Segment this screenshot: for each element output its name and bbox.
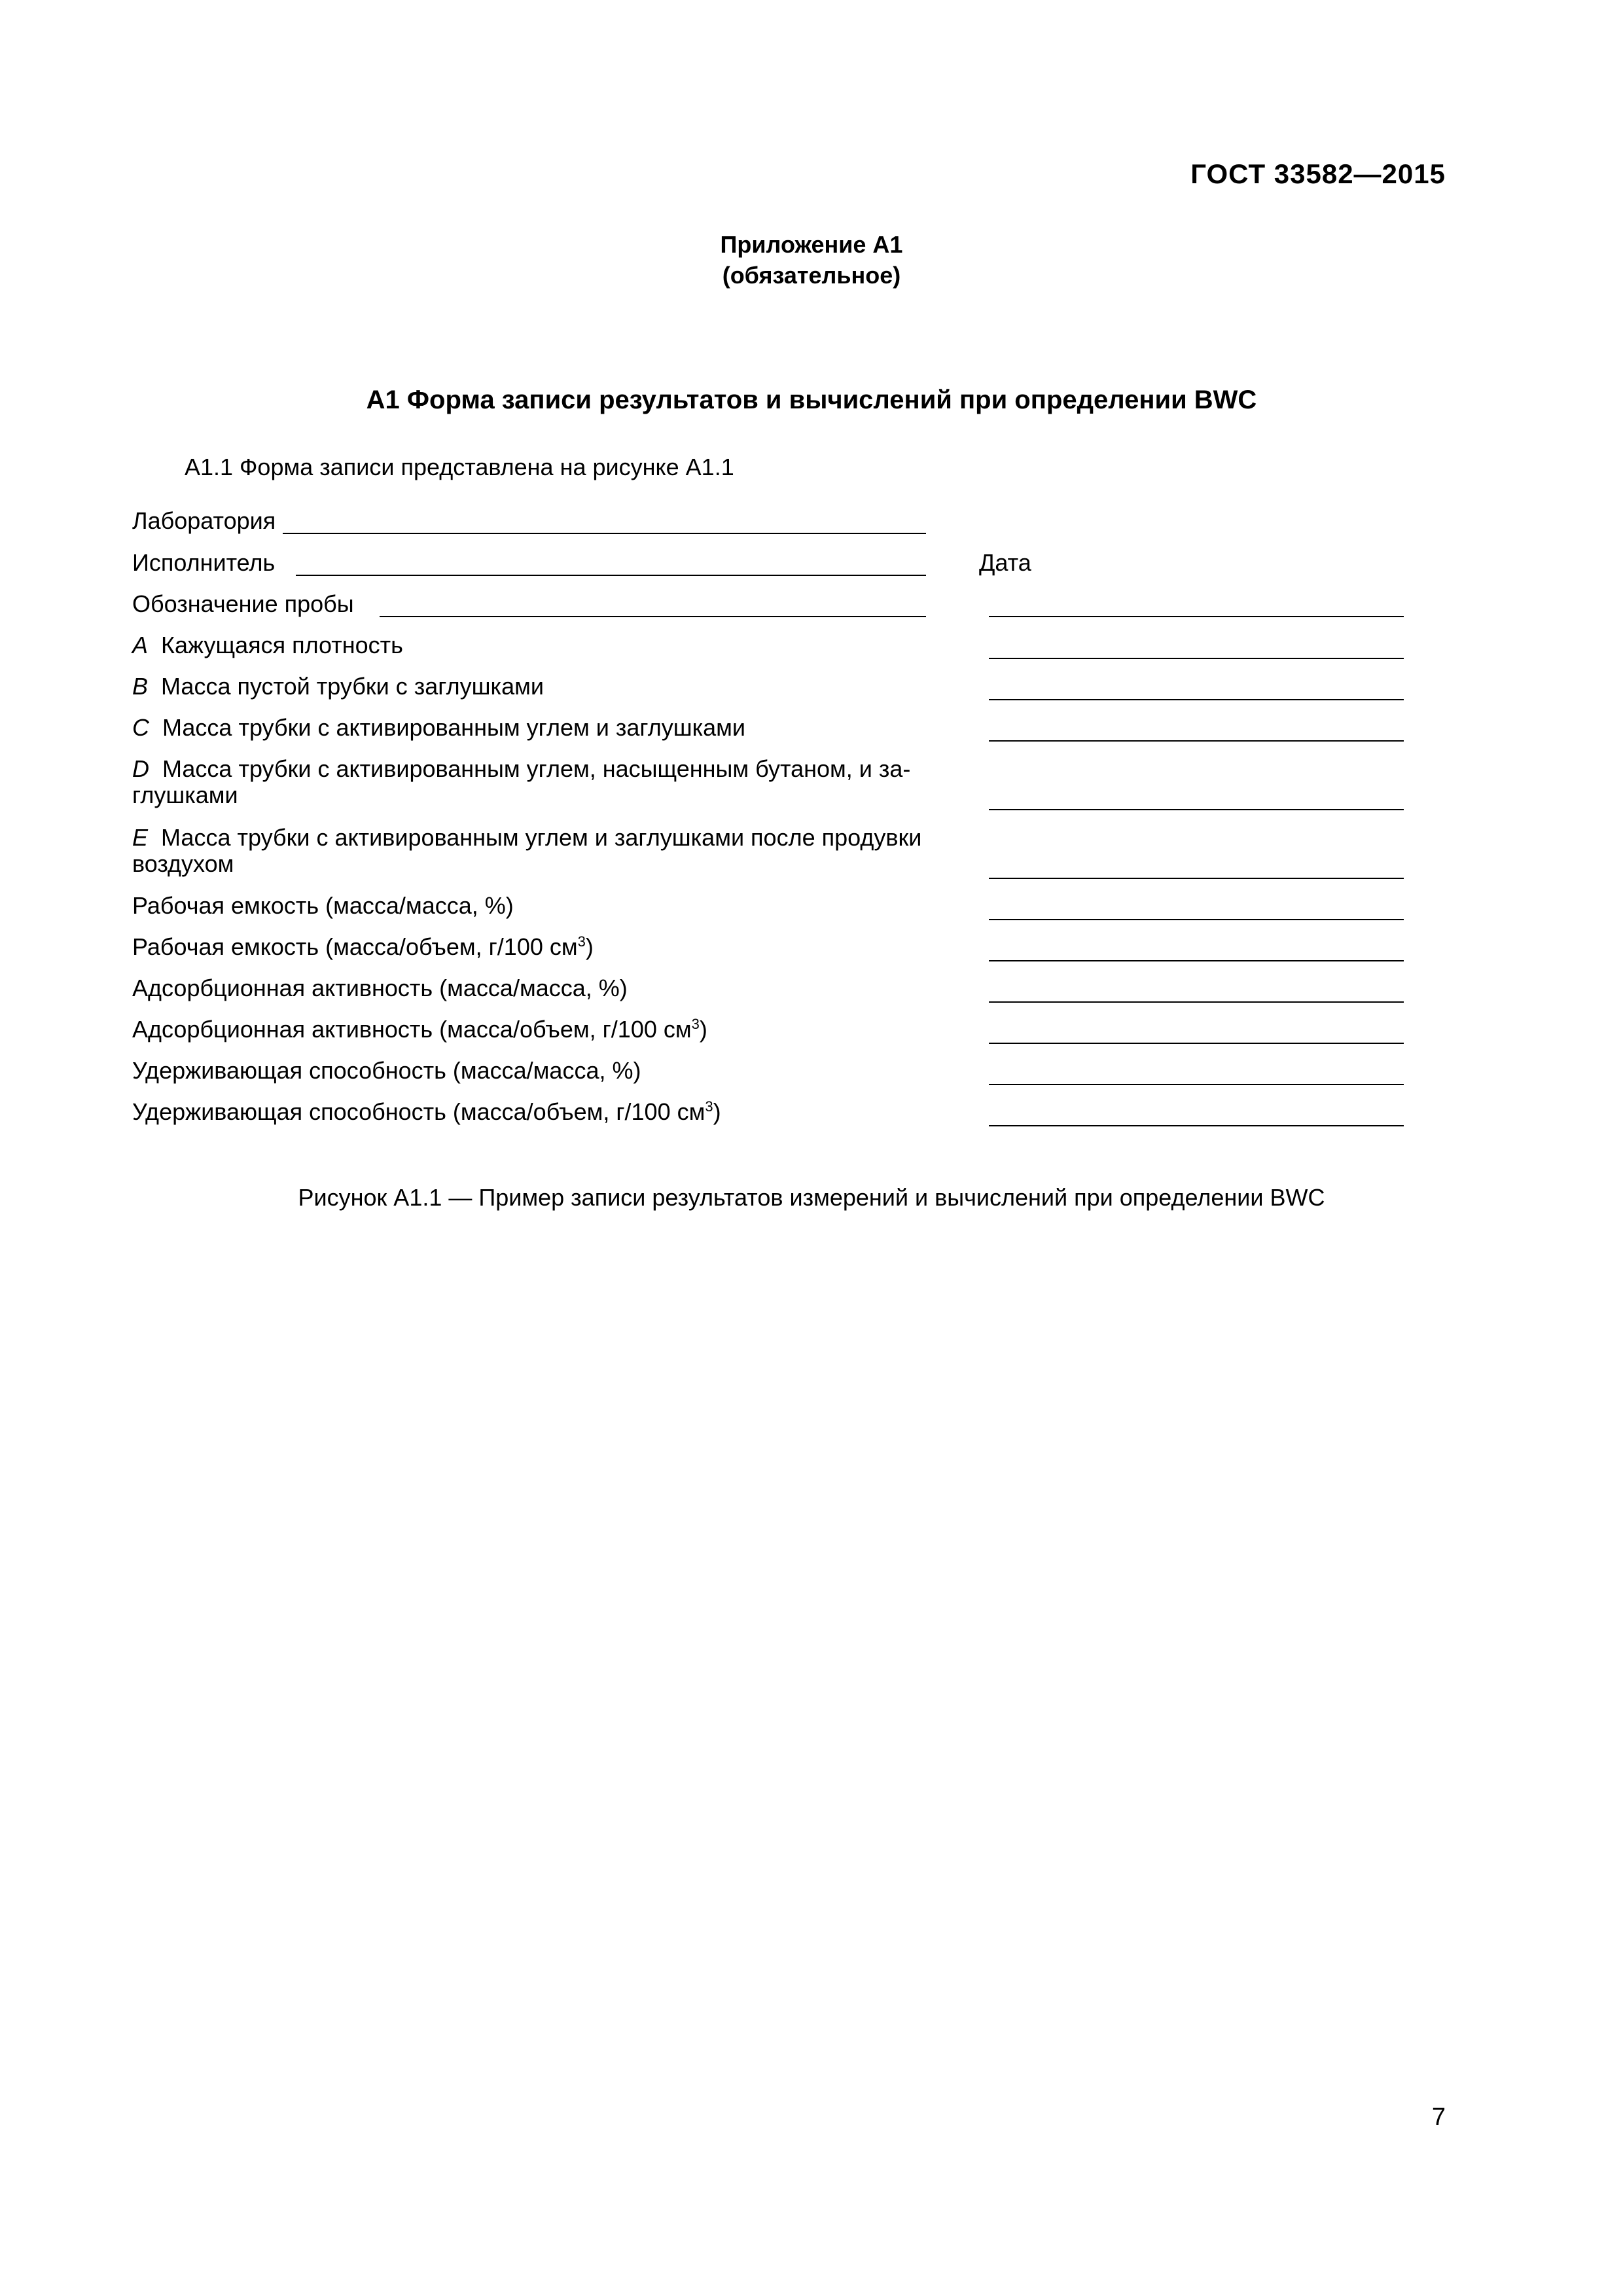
item-letter: E bbox=[132, 824, 149, 851]
adsorption-activity-mass-field[interactable] bbox=[989, 1001, 1404, 1003]
retention-capacity-mass-label bbox=[132, 1056, 641, 1085]
item-a-label bbox=[132, 631, 403, 660]
superscript: 3 bbox=[705, 1098, 713, 1115]
retention-capacity-volume-field[interactable] bbox=[989, 1125, 1404, 1126]
working-capacity-volume-field[interactable] bbox=[989, 960, 1404, 961]
executor-label: Исполнитель bbox=[132, 549, 276, 576]
date-label: Дата bbox=[979, 549, 1031, 576]
section-title: А1 Форма записи результатов и вычислений при определении BWC bbox=[366, 386, 1257, 414]
item-text: Масса пустой трубки с заглушками bbox=[161, 673, 544, 700]
figure-caption: Рисунок А1.1 — Пример записи результатов измерений и вычислений при определении BWC bbox=[298, 1184, 1325, 1211]
appendix-title: Приложение А1 bbox=[720, 231, 903, 258]
item-d-label bbox=[132, 755, 910, 783]
working-capacity-mass-field[interactable] bbox=[989, 919, 1404, 920]
item-text: Масса трубки с активированным углем, насыщенным бутаном, и за- bbox=[162, 755, 911, 782]
result-text: Удерживающая способность (масса/объем, г/100 см bbox=[132, 1098, 705, 1125]
superscript: 3 bbox=[691, 1016, 700, 1032]
adsorption-activity-volume-label bbox=[132, 1015, 707, 1044]
appendix-status: (обязательное) bbox=[722, 262, 901, 289]
item-d-field[interactable] bbox=[989, 809, 1404, 810]
paragraph-a1-1: А1.1 Форма записи представлена на рисунке А1.1 bbox=[185, 454, 734, 480]
item-b-label bbox=[132, 672, 544, 701]
item-d-label-cont: глушками bbox=[132, 781, 238, 808]
retention-capacity-volume-label bbox=[132, 1098, 721, 1126]
item-b-field[interactable] bbox=[989, 699, 1404, 700]
result-text: Рабочая емкость (масса/объем, г/100 см bbox=[132, 933, 578, 960]
sample-label: Обозначение пробы bbox=[132, 590, 354, 617]
item-c-label bbox=[132, 713, 745, 742]
result-text: Удерживающая способность (масса/масса, %) bbox=[132, 1057, 641, 1084]
retention-capacity-mass-field[interactable] bbox=[989, 1084, 1404, 1085]
item-c-field[interactable] bbox=[989, 740, 1404, 742]
page-number: 7 bbox=[1431, 2104, 1446, 2131]
date-field[interactable] bbox=[989, 616, 1404, 617]
sample-field[interactable] bbox=[380, 616, 926, 617]
result-text: Рабочая емкость (масса/масса, %) bbox=[132, 892, 514, 919]
result-text: Адсорбционная активность (масса/объем, г/100 см bbox=[132, 1016, 692, 1043]
working-capacity-mass-label bbox=[132, 891, 514, 920]
item-letter: А bbox=[132, 632, 149, 658]
executor-field[interactable] bbox=[296, 575, 926, 576]
laboratory-field[interactable] bbox=[283, 533, 926, 534]
item-text: Кажущаяся плотность bbox=[161, 632, 403, 658]
superscript: 3 bbox=[577, 933, 586, 950]
result-tail: ) bbox=[585, 933, 594, 960]
item-letter: D bbox=[132, 755, 149, 782]
item-e-label-cont: воздухом bbox=[132, 850, 234, 877]
standard-id: ГОСТ 33582—2015 bbox=[1190, 158, 1446, 189]
item-e-label bbox=[132, 823, 921, 852]
result-text: Адсорбционная активность (масса/масса, %) bbox=[132, 975, 628, 1001]
working-capacity-volume-label bbox=[132, 933, 594, 961]
result-tail: ) bbox=[713, 1098, 721, 1125]
item-text: Масса трубки с активированным углем и заглушками bbox=[162, 714, 746, 741]
adsorption-activity-volume-field[interactable] bbox=[989, 1043, 1404, 1044]
item-text: Масса трубки с активированным углем и заглушками после продувки bbox=[161, 824, 922, 851]
item-letter: В bbox=[132, 673, 149, 700]
laboratory-label: Лаборатория bbox=[132, 507, 276, 534]
item-e-field[interactable] bbox=[989, 878, 1404, 879]
result-tail: ) bbox=[699, 1016, 707, 1043]
item-a-field[interactable] bbox=[989, 658, 1404, 659]
adsorption-activity-mass-label bbox=[132, 974, 628, 1003]
item-letter: С bbox=[132, 714, 149, 741]
